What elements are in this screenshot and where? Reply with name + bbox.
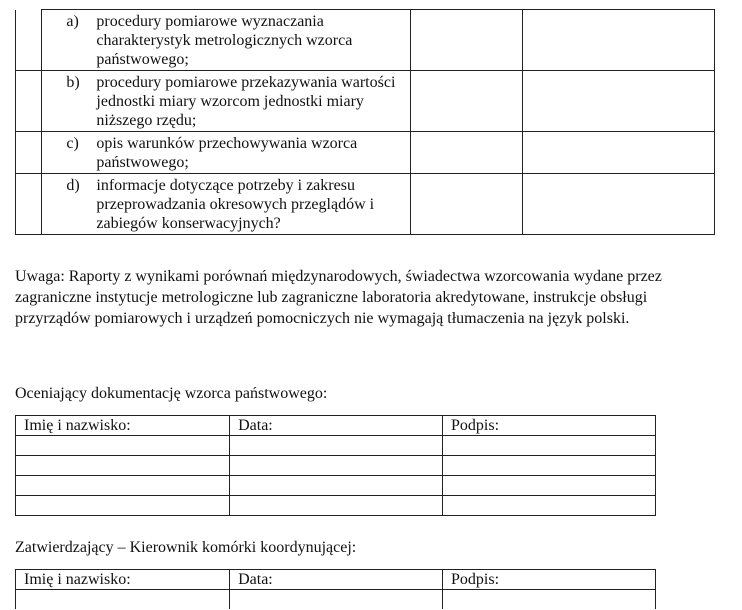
signature-cell[interactable]	[443, 436, 656, 456]
date-cell[interactable]	[230, 476, 443, 496]
signature-header: Podpis:	[443, 570, 656, 590]
table-row	[16, 496, 656, 516]
answer-cell[interactable]	[411, 132, 523, 174]
signature-cell[interactable]	[443, 590, 656, 610]
item-text: procedury pomiarowe wyznaczania charakterystyk metrologicznych wzorca państwowego;	[96, 13, 353, 68]
name-cell[interactable]	[16, 590, 230, 610]
item-cell	[42, 71, 411, 132]
name-cell[interactable]	[16, 496, 230, 516]
margin-cell	[16, 71, 42, 132]
margin-cell	[16, 132, 42, 174]
name-cell[interactable]	[16, 476, 230, 496]
item-letter: d)	[66, 177, 80, 194]
margin-cell	[16, 10, 42, 71]
name-header: Imię i nazwisko:	[16, 416, 230, 436]
name-cell[interactable]	[16, 436, 230, 456]
table-row	[16, 436, 656, 456]
date-cell[interactable]	[230, 590, 443, 610]
item-text: opis warunków przechowywania wzorca państwowego;	[96, 135, 358, 171]
answer-cell[interactable]	[411, 71, 523, 132]
margin-cell	[16, 174, 42, 235]
table-header-row	[16, 570, 656, 590]
checklist-row	[16, 71, 715, 132]
remarks-cell[interactable]	[522, 10, 714, 71]
table-row	[16, 476, 656, 496]
evaluator-heading: Oceniający dokumentację wzorca państwowego:	[15, 385, 328, 402]
item-cell	[42, 132, 411, 174]
remarks-cell[interactable]	[522, 174, 714, 235]
name-cell[interactable]	[16, 456, 230, 476]
table-row	[16, 456, 656, 476]
answer-cell[interactable]	[411, 10, 523, 71]
note-label: Uwaga:	[15, 268, 65, 285]
item-cell	[42, 174, 411, 235]
date-cell[interactable]	[230, 436, 443, 456]
item-letter: a)	[66, 13, 79, 30]
note-text: Raporty z wynikami porównań międzynarodowych, świadectwa wzorcowania wydane przez zagraniczne instytucje metrologiczne lub zagraniczne laboratoria akredytowane, instrukcje obsługi przyrządów pomiarowych i urządzeń pomocniczych nie wymagają tłumaczenia na język polski.	[15, 268, 662, 327]
remarks-cell[interactable]	[522, 132, 714, 174]
item-text: informacje dotyczące potrzeby i zakresu przeprowadzania okresowych przeglądów i zabiegów konserwacyjnych?	[96, 177, 375, 232]
answer-cell[interactable]	[411, 174, 523, 235]
approver-table	[15, 569, 656, 609]
item-text: procedury pomiarowe przekazywania wartości jednostki miary wzorcom jednostki miary niższego rzędu;	[96, 74, 396, 129]
date-header: Data:	[230, 416, 443, 436]
checklist-table	[15, 9, 715, 235]
date-cell[interactable]	[230, 456, 443, 476]
signature-cell[interactable]	[443, 496, 656, 516]
checklist-row	[16, 132, 715, 174]
date-cell[interactable]	[230, 496, 443, 516]
signature-header: Podpis:	[443, 416, 656, 436]
checklist-row	[16, 174, 715, 235]
remarks-cell[interactable]	[522, 71, 714, 132]
item-letter: c)	[66, 135, 79, 152]
note	[15, 266, 715, 329]
item-letter: b)	[66, 74, 80, 91]
signature-cell[interactable]	[443, 456, 656, 476]
checklist-row	[16, 10, 715, 71]
evaluator-table	[15, 415, 656, 516]
table-row	[16, 590, 656, 610]
table-header-row	[16, 416, 656, 436]
approver-heading: Zatwierdzający – Kierownik komórki koordynującej:	[15, 539, 357, 556]
signature-cell[interactable]	[443, 476, 656, 496]
item-cell	[42, 10, 411, 71]
date-header: Data:	[230, 570, 443, 590]
name-header: Imię i nazwisko:	[16, 570, 230, 590]
